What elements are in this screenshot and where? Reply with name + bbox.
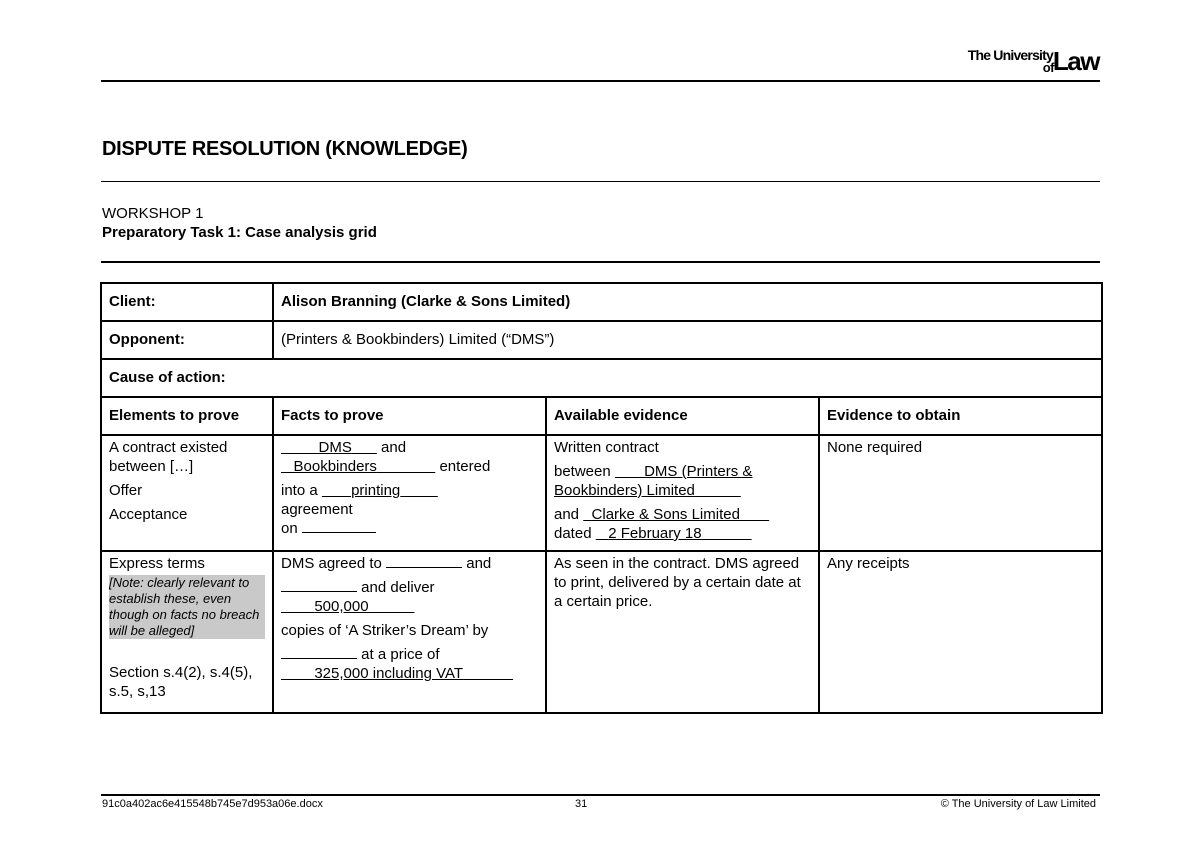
element-section: Section s.4(2), s.4(5), s.5, s,13 xyxy=(109,664,253,700)
opponent-row xyxy=(101,321,1102,359)
cause-row xyxy=(101,359,1102,397)
logo-of: of xyxy=(1042,60,1054,75)
elements-cell xyxy=(101,435,273,551)
col-header-elements: Elements to prove xyxy=(101,397,273,435)
element-offer: Offer xyxy=(109,482,143,499)
obtain-cell: None required xyxy=(819,435,1102,551)
fact-entered: entered xyxy=(439,458,491,475)
fact-and-2: and xyxy=(466,555,492,572)
workshop-heading: WORKSHOP 1 xyxy=(102,205,204,222)
client-row xyxy=(101,283,1102,321)
fact-at-a-price-of: at a price of xyxy=(361,646,440,663)
title-rule xyxy=(101,181,1100,182)
header-rule xyxy=(101,80,1100,82)
fact-blank-3 xyxy=(281,645,357,659)
fact-agreement: agreement xyxy=(281,501,353,518)
available-evidence-cell: As seen in the contract. DMS agreed to print, delivered by a certain date at a certain price. xyxy=(546,551,819,713)
facts-cell xyxy=(273,551,546,713)
available-evidence-cell xyxy=(546,435,819,551)
footer-rule xyxy=(101,794,1100,796)
opponent-label: Opponent: xyxy=(101,321,273,359)
fact-copies-of: copies of ‘A Striker’s Dream’ by xyxy=(281,622,489,639)
fact-into-a: into a xyxy=(281,482,318,499)
element-acceptance: Acceptance xyxy=(109,506,188,523)
evidence-party1: DMS (Printers & Bookbinders) Limited xyxy=(554,463,753,499)
obtain-cell: Any receipts xyxy=(819,551,1102,713)
client-label: Client: xyxy=(101,283,273,321)
fact-copies: 500,000 xyxy=(314,598,369,615)
col-header-obtain: Evidence to obtain xyxy=(819,397,1102,435)
case-analysis-grid xyxy=(100,282,1103,714)
client-value: Alison Branning (Clarke & Sons Limited) xyxy=(273,283,1102,321)
task-heading: Preparatory Task 1: Case analysis grid xyxy=(102,224,377,241)
evidence-between: between xyxy=(554,463,611,480)
evidence-date: 2 February 18 xyxy=(608,525,702,542)
evidence-party2: Clarke & Sons Limited xyxy=(591,506,740,523)
page-title: DISPUTE RESOLUTION (KNOWLEDGE) xyxy=(102,138,468,160)
fact-on: on xyxy=(281,520,298,537)
footer-filename: 91c0a402ac6e415548b745e7d953a06e.docx xyxy=(102,798,323,810)
table-row xyxy=(101,551,1102,713)
fact-party-bookbinders: Bookbinders xyxy=(293,458,377,475)
fact-blank-1 xyxy=(386,554,462,568)
fact-and-deliver: and deliver xyxy=(361,579,435,596)
fact-date-blank xyxy=(302,519,376,533)
element-note: [Note: clearly relevant to establish these, even though on facts no breach will be alleged] xyxy=(109,575,265,639)
logo-the-university: The University xyxy=(967,47,1053,63)
fact-price: 325,000 including VAT xyxy=(314,665,464,682)
footer-page-number: 31 xyxy=(575,798,588,810)
col-header-available: Available evidence xyxy=(546,397,819,435)
fact-party-dms: DMS xyxy=(318,439,352,456)
elements-cell xyxy=(101,551,273,713)
fact-blank-2 xyxy=(281,578,357,592)
footer-copyright: © The University of Law Limited xyxy=(940,798,1096,810)
column-header-row xyxy=(101,397,1102,435)
facts-cell xyxy=(273,435,546,551)
cause-label: Cause of action: xyxy=(101,359,1102,397)
opponent-value: (Printers & Bookbinders) Limited (“DMS”) xyxy=(273,321,1102,359)
col-header-facts: Facts to prove xyxy=(273,397,546,435)
fact-agreed-to: DMS agreed to xyxy=(281,555,382,572)
evidence-dated: dated xyxy=(554,525,592,542)
logo-law: Law xyxy=(1052,46,1099,76)
section-rule xyxy=(101,261,1100,263)
fact-agreement-type: printing xyxy=(351,482,401,499)
university-logo xyxy=(945,44,1101,76)
element-contract: A contract existed between […] xyxy=(109,439,228,475)
table-row xyxy=(101,435,1102,551)
element-express-terms: Express terms xyxy=(109,555,205,572)
evidence-and: and xyxy=(554,506,580,523)
evidence-written-contract: Written contract xyxy=(554,439,659,456)
fact-and: and xyxy=(381,439,407,456)
